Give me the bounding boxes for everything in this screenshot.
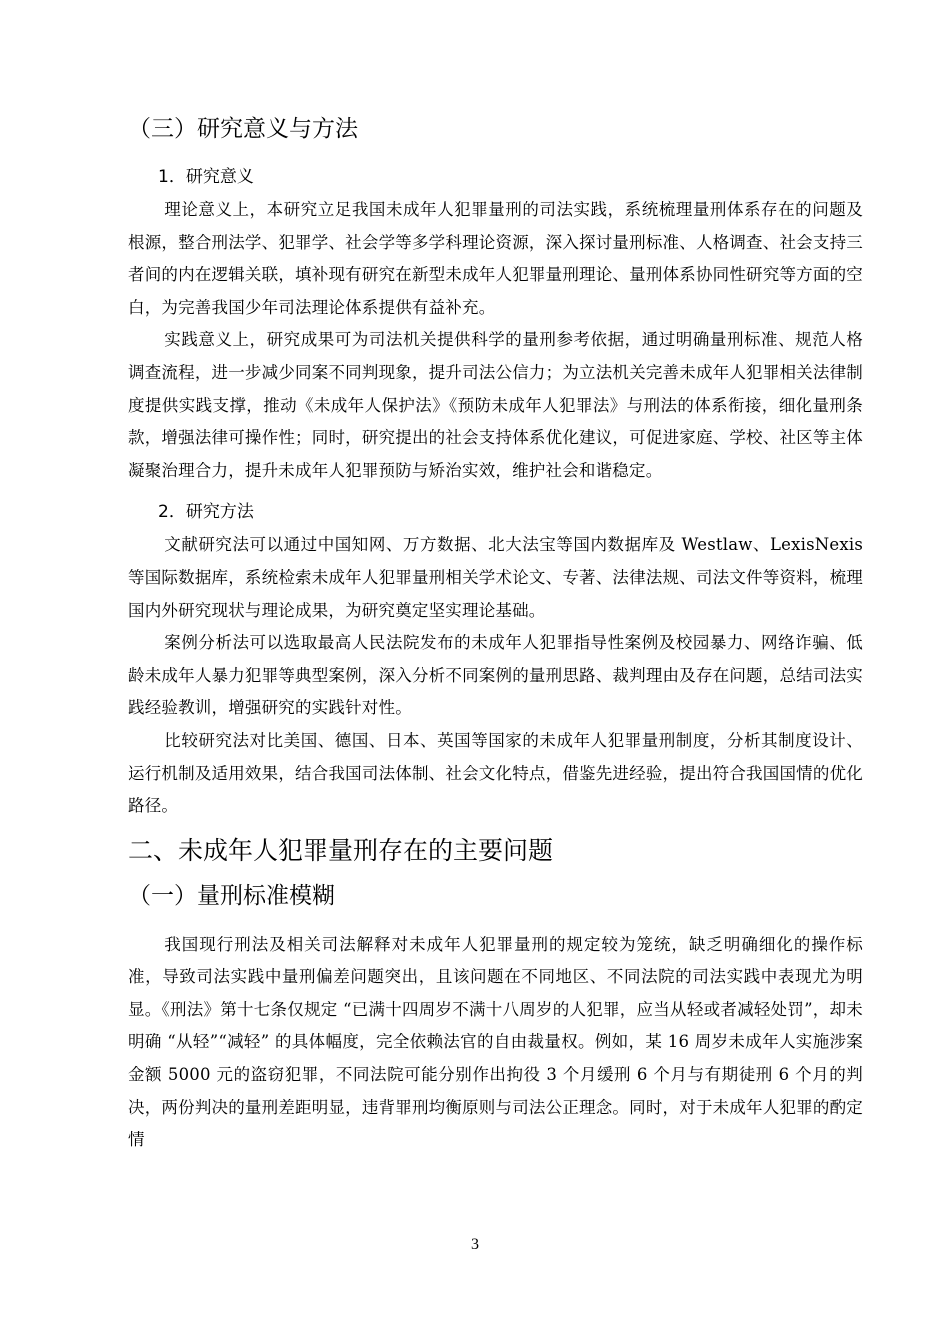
- chapter-heading-main-problems: 二、未成年人犯罪量刑存在的主要问题: [128, 835, 554, 865]
- paragraph-theory-significance: 理论意义上，本研究立足我国未成年人犯罪量刑的司法实践，系统梳理量刑体系存在的问题及根源，整合刑法学、犯罪学、社会学等多学科理论资源，深入探讨量刑标准、人格调查、社会支持三者间的内在逻辑关联，填补现有研究在新型未成年人犯罪量刑理论、量刑体系协同性研究等方面的空白，为完善我国少年司法理论体系提供有益补充。: [128, 200, 863, 317]
- spacer: [128, 487, 863, 497]
- page-number: 3: [471, 1236, 479, 1253]
- paragraph-practice-significance: 实践意义上，研究成果可为司法机关提供科学的量刑参考依据，通过明确量刑标准、规范人格调查流程，进一步减少同案不同判现象，提升司法公信力；为立法机关完善未成年人犯罪相关法律制度提供实践支撑，推动《未成年人保护法》《预防未成年人犯罪法》与刑法的体系衔接，细化量刑条款，增强法律可操作性；同时，研究提出的社会支持体系优化建议，可促进家庭、学校、社区等主体凝聚治理合力，提升未成年人犯罪预防与矫治实效，维护社会和谐稳定。: [128, 330, 863, 480]
- section-heading-vague-standards: （一）量刑标准模糊: [128, 882, 335, 909]
- page-content: [128, 112, 863, 1157]
- paragraph-vague-standards: 我国现行刑法及相关司法解释对未成年人犯罪量刑的规定较为笼统，缺乏明确细化的操作标准，导致司法实践中量刑偏差问题突出，且该问题在不同地区、不同法院的司法实践中表现尤为明显。《刑法》第十七条仅规定 “已满十四周岁不满十八周岁的人犯罪，应当从轻或者减轻处罚”，却未明确 “从轻”“减轻” 的具体幅度，完全依赖法官的自由裁量权。例如，某 16 周岁未成年人实施涉案金额 5000 元的盗窃犯罪，不同法院可能分别作出拘役 3 个月缓刑 6 个月与有期徒刑 6 个月的判决，两份判决的量刑差距明显，违背罪刑均衡原则与司法公正理念。同时，对于未成年人犯罪的酌定情: [128, 934, 863, 1150]
- paragraph-comparative-method: 比较研究法对比美国、德国、日本、英国等国家的未成年人犯罪量刑制度，分析其制度设计、运行机制及适用效果，结合我国司法体制、社会文化特点，借鉴先进经验，提出符合我国国情的优化路径。: [128, 730, 863, 816]
- subsection-heading-methods: 2．研究方法: [158, 502, 254, 523]
- paragraph-case-method: 案例分析法可以选取最高人民法院发布的未成年人犯罪指导性案例及校园暴力、网络诈骗、低龄未成年人暴力犯罪等典型案例，深入分析不同案例的量刑思路、裁判理由及存在问题，总结司法实践经验教训，增强研究的实践针对性。: [128, 633, 863, 718]
- paragraph-literature-method: 文献研究法可以通过中国知网、万方数据、北大法宝等国内数据库及 Westlaw、LexisNexis 等国际数据库，系统检索未成年人犯罪量刑相关学术论文、专著、法律法规、司法文件等资料，梳理国内外研究现状与理论成果，为研究奠定坚实理论基础。: [128, 535, 863, 620]
- subsection-heading-significance: 1．研究意义: [158, 167, 254, 187]
- section-heading-research-significance: （三）研究意义与方法: [128, 116, 358, 142]
